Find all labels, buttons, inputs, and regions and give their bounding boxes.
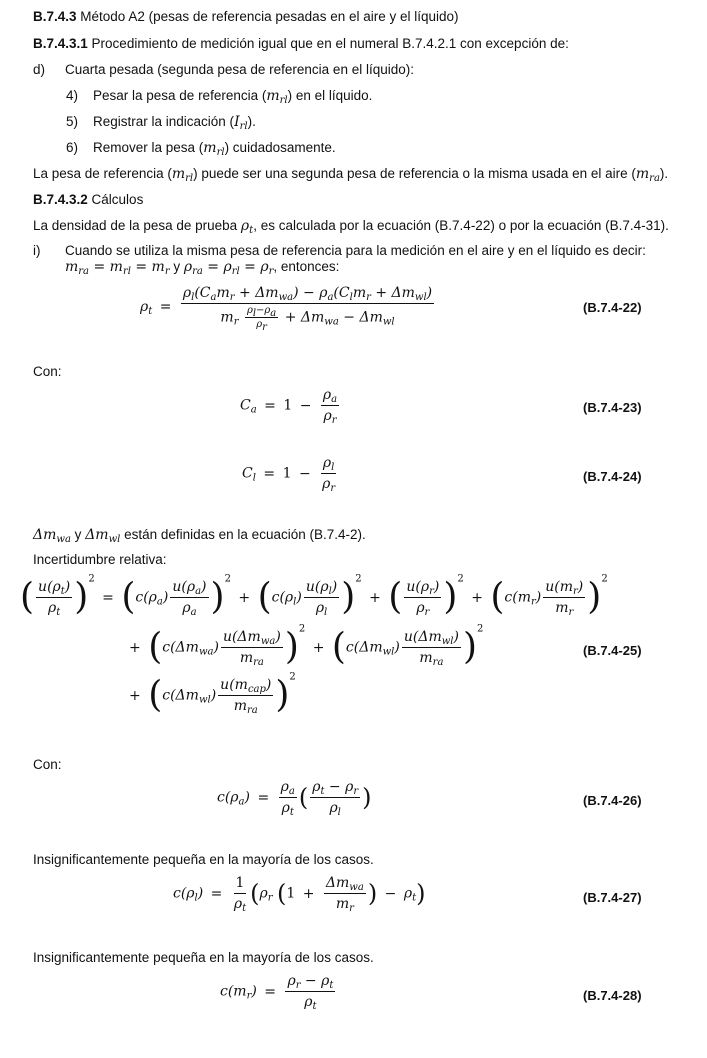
list-item-i [33, 243, 646, 258]
label-relative-uncertainty: Incertidumbre relativa: [33, 552, 167, 567]
section-title: Método A2 (pesas de referencia pesadas en el aire y el líquido) [76, 9, 459, 24]
section-heading-b7431 [33, 36, 569, 51]
section-number: B.7.4.3.1 [33, 36, 88, 51]
list-item-d [33, 62, 414, 77]
equation-b7426: $c(\rho_a)$ = $\frac{\rho_a}{\rho_t}$ ( $\frac{\rho_t - \rho_r}{\rho_l}$ ) [217, 779, 372, 818]
paragraph-density: La densidad de la pesa de prueba $\rho_t$, es calculada por la ecuación (B.7.4-22) o por la ecuación (B.7.4-31). [33, 218, 669, 236]
list-label: 4) [66, 88, 79, 103]
equation-number: (B.7.4-28) [583, 988, 642, 1003]
list-text: Cuarta pesada (segunda pesa de referencia en el líquido): [65, 62, 414, 77]
equation-b7423: $C_a = 1$ − $\frac{\rho_a}{\rho_r}$ [240, 387, 338, 426]
equation-number: (B.7.4-22) [583, 300, 642, 315]
list-text: Pesar la pesa de referencia $(m_{rl})$ en el líquido. [93, 88, 373, 106]
equation-b7424: $C_l = 1$ − $\frac{\rho_l}{\rho_r}$ [242, 455, 336, 494]
section-number: B.7.4.3.2 [33, 192, 88, 207]
equation-number: (B.7.4-25) [583, 643, 642, 658]
section-heading-b743 [33, 9, 459, 24]
list-text: Remover la pesa $(m_{rl})$ cuidadosamente. [93, 140, 336, 158]
equation-number: (B.7.4-27) [583, 890, 642, 905]
list-text: Cuando se utiliza la misma pesa de referencia para la medición en el aire y en el líquido es decir: [65, 243, 646, 258]
equation-b7425-line3: + ($c(\Delta m_{wl})$ $\frac{u(m_{cap})}{m_{ra}}$ )$^2$ [129, 671, 296, 716]
label-con: Con: [33, 757, 62, 772]
paragraph-reference-weight: La pesa de referencia $(m_{rl})$ puede ser una segunda pesa de referencia o la misma usada en el aire $(m_{ra})$. [33, 166, 669, 184]
list-item-5 [66, 114, 256, 132]
equation-b7428: $c(m_r)$ = $\frac{\rho_r - \rho_t}{\rho_t}$ [220, 973, 334, 1012]
section-number: B.7.4.3 [33, 9, 77, 24]
list-text: Registrar la indicación $(I_{rl})$. [93, 114, 256, 132]
list-label: 6) [66, 140, 79, 155]
list-label: d) [33, 62, 46, 77]
equation-b7425-line1: ( $\frac{u(\rho_t)}{\rho_t}$ )$^2 = (c(\rho_a)$ $\frac{u(\rho_a)}{\rho_a}$ )$^2 + (c(\rho_l)$ $\frac{u(\rho_l)}{\rho_l}$ )$^2$ + ( $\frac{u(\rho_r)}{\rho_r}$ )$^2 + (c(m_r)$ $\frac{u(m_r)}{m_r}$ )$^2$ [20, 573, 608, 618]
list-item-i-condition: $m_{ra} = m_{rl} = m_r$ y $\rho_{ra} = \rho_{rl} = \rho_r$, entonces: [65, 259, 340, 277]
list-label: 5) [66, 114, 79, 129]
equation-b7427: $c(\rho_l)$ = $\frac{1}{\rho_t}$ ($\rho_r$ (1 + $\frac{\Delta m_{wa}}{m_r}$ ) − $\rho_t$) [173, 875, 426, 914]
section-title: Cálculos [87, 192, 144, 207]
list-item-4 [66, 88, 373, 106]
equation-number: (B.7.4-24) [583, 469, 642, 484]
equation-b7422: $\rho_t$ = $\rho_l(C_am_r + \Delta m_{wa}) - \rho_a(C_lm_r + \Delta m_{wl})$ $m_r$ $\frac{\rho_l-\rho_a}{\rho_r}$ + $\Delta m_{wa} - \Delta m_{wl}$ [140, 285, 433, 333]
label-insignificant: Insignificantemente pequeña en la mayoría de los casos. [33, 950, 374, 965]
label-insignificant: Insignificantemente pequeña en la mayoría de los casos. [33, 852, 374, 867]
list-item-6 [66, 140, 336, 158]
section-heading-b7432 [33, 192, 143, 207]
section-title: Procedimiento de medición igual que en el numeral B.7.4.2.1 con excepción de: [87, 36, 569, 51]
equation-number: (B.7.4-23) [583, 400, 642, 415]
label-con: Con: [33, 364, 62, 379]
paragraph-definitions: $\Delta m_{wa}$ y $\Delta m_{wl}$ están definidas en la ecuación (B.7.4-2). [33, 527, 366, 545]
equation-b7425-line2: + ($c(\Delta m_{wa})$ $\frac{u(\Delta m_{wa})}{m_{ra}}$ )$^2 + (c(\Delta m_{wl})$ $\frac{u(\Delta m_{wl})}{m_{ra}}$ )$^2$ [129, 623, 484, 668]
list-label: i) [33, 243, 41, 258]
equation-number: (B.7.4-26) [583, 793, 642, 808]
